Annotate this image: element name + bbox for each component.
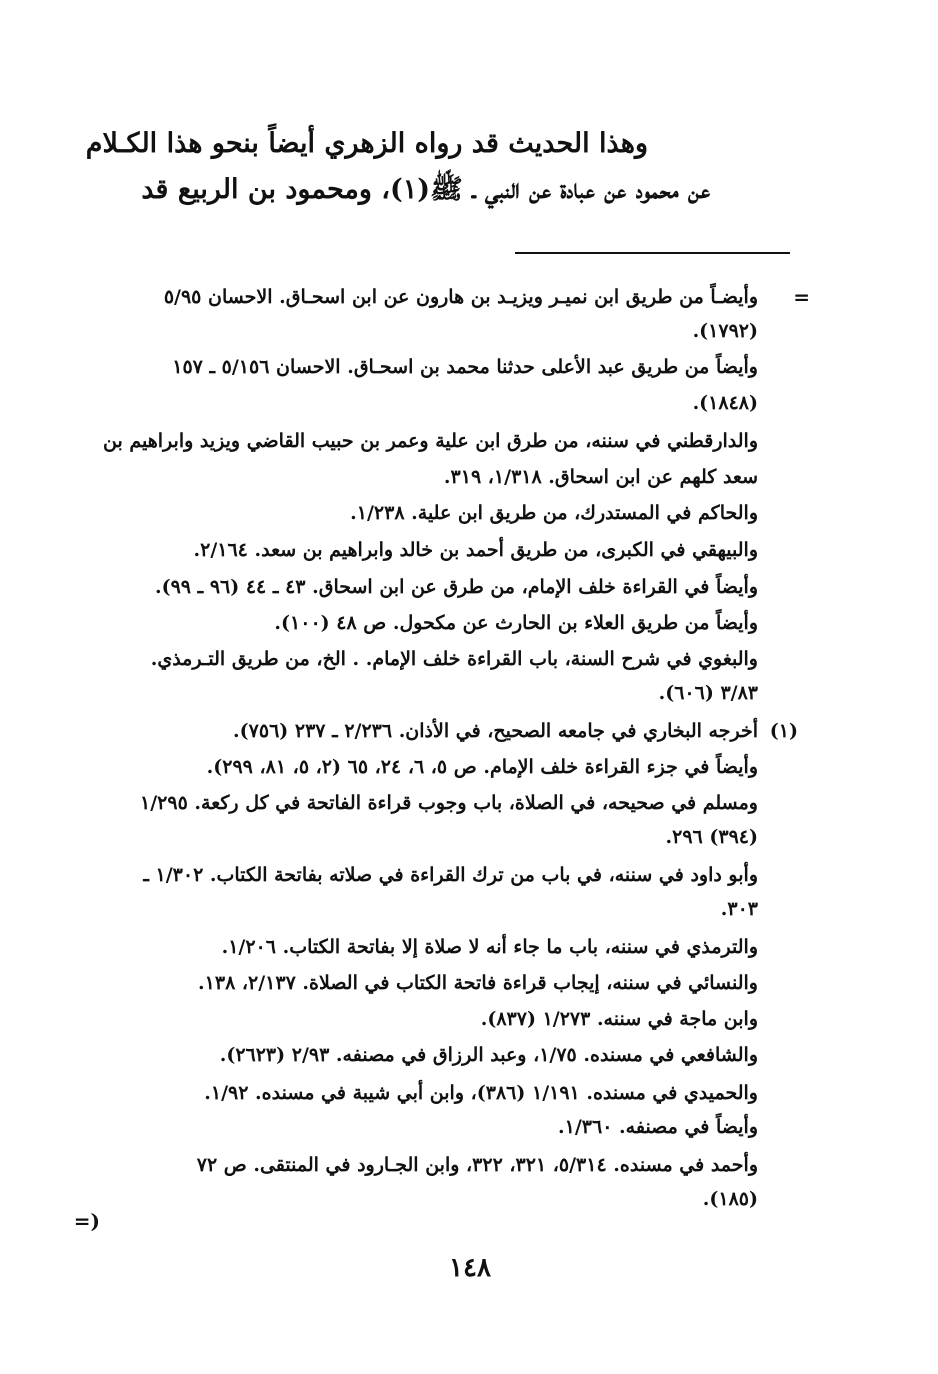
footnote-line: (٣٩٤) ٢٩٦.: [665, 826, 758, 848]
footnote-line: وأبو داود في سننه، في باب من ترك القراءة في صلاته بفاتحة الكتاب. ١/٣٠٢ ـ: [143, 864, 758, 886]
footnote-line: والحميدي في مسنده. ١/١٩١ (٣٨٦)، وابن أبي شيبة في مسنده. ١/٩٢.: [204, 1082, 758, 1104]
main-text-line: عن محمود عن عبادة عن النبي ـ ﷺ(١)، ومحمود بن الربيع قد: [141, 174, 710, 205]
footnote-line: (١٧٩٢).: [692, 320, 758, 342]
footnote-number: (١): [769, 720, 798, 742]
footnote-continuation-mark: =): [73, 1209, 100, 1233]
footnote-line: ٣٠٣.: [720, 898, 758, 920]
footnote-line: وأيضاً في مصنفه. ١/٣٦٠.: [558, 1116, 758, 1138]
footnote-line: والنسائي في سننه، إيجاب قراءة فاتحة الكتاب في الصلاة. ٢/١٣٧، ١٣٨.: [198, 972, 758, 994]
footnote-line: والشافعي في مسنده. ١/٧٥، وعبد الرزاق في مصنفه. ٢/٩٣ (٢٦٢٣).: [219, 1044, 758, 1066]
footnote-separator: [515, 252, 790, 254]
footnote-line: وأيضاً في جزء القراءة خلف الإمام. ص ٥، ٦، ٢٤، ٦٥ (٢، ٥، ٨١، ٢٩٩).: [206, 756, 758, 778]
footnote-continuation-mark: =: [793, 285, 810, 309]
footnote-line: وأيضاً من طريق عبد الأعلى حدثنا محمد بن اسحـاق. الاحسان ٥/١٥٦ ـ ١٥٧: [172, 356, 758, 378]
footnote-line: والبغوي في شرح السنة، باب القراءة خلف الإمام. . الخ، من طريق التـرمذي.: [150, 648, 758, 670]
footnote-line: والدارقطني في سننه، من طرق ابن علية وعمر بن حبيب القاضي ويزيد وابراهيم بن: [103, 430, 758, 452]
footnote-line: وأيضاً في القراءة خلف الإمام، من طرق عن ابن اسحاق. ٤٣ ـ ٤٤ (٩٦ ـ ٩٩).: [154, 576, 758, 598]
footnote-line: والبيهقي في الكبرى، من طريق أحمد بن خالد وابراهيم بن سعد. ٢/١٦٤.: [193, 539, 758, 561]
page-number: ١٤٨: [449, 1253, 491, 1283]
footnote-line: (١٨٤٨).: [692, 392, 758, 414]
footnote-line: والحاكم في المستدرك، من طريق ابن علية. ١/٢٣٨.: [350, 502, 758, 524]
footnote-line: ٣/٨٣ (٦٠٦).: [658, 682, 758, 704]
footnote-line: أخرجه البخاري في جامعه الصحيح، في الأذان. ٢/٢٣٦ ـ ٢٣٧ (٧٥٦).: [233, 720, 758, 742]
footnote-line: ومسلم في صحيحه، في الصلاة، باب وجوب قراءة الفاتحة في كل ركعة. ١/٢٩٥: [140, 792, 758, 814]
footnote-line: وأيضاً من طريق العلاء بن الحارث عن مكحول. ص ٤٨ (١٠٠).: [274, 612, 758, 634]
footnote-line: وأحمد في مسنده. ٥/٣١٤، ٣٢١، ٣٢٢، وابن الجـارود في المنتقى. ص ٧٢: [196, 1154, 758, 1176]
footnote-line: وأيضـاً من طريق ابن نميـر ويزيـد بن هارون عن ابن اسحـاق. الاحسان ٥/٩٥: [163, 286, 758, 308]
footnote-line: (١٨٥).: [702, 1188, 758, 1210]
footnote-line: والترمذي في سننه، باب ما جاء أنه لا صلاة إلا بفاتحة الكتاب. ١/٢٠٦.: [221, 936, 758, 958]
footnote-line: وابن ماجة في سننه. ١/٢٧٣ (٨٣٧).: [480, 1008, 758, 1030]
footnote-line: سعد كلهم عن ابن اسحاق. ١/٣١٨، ٣١٩.: [443, 466, 758, 488]
main-text-line: وهذا الحديث قد رواه الزهري أيضاً بنحو هذا الكـلام: [85, 128, 648, 159]
